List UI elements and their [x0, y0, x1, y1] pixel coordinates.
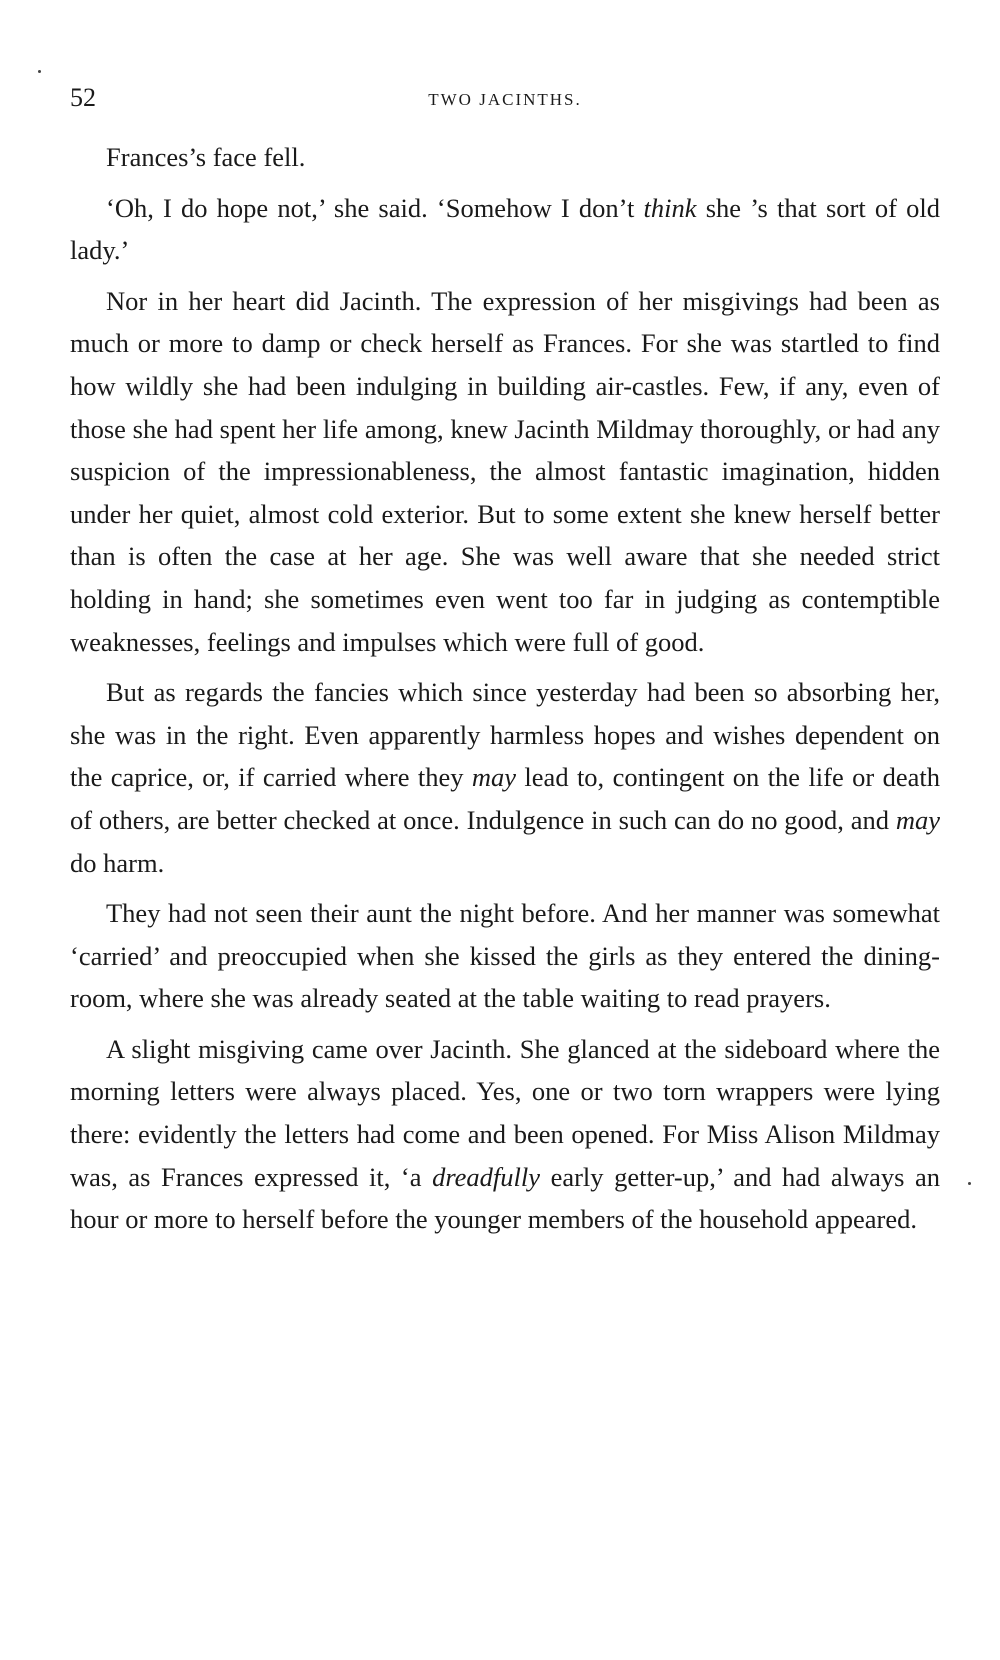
text-run: lead to, contingent on the life or death of others, are better checked at once. Indulgence in such can do no good, and — [70, 762, 940, 835]
italic-text-run: may — [471, 762, 517, 793]
paragraph-2 — [70, 187, 940, 272]
text-run: Frances’s face fell. — [106, 142, 306, 172]
text-run: A slight misgiving came over Jacinth. She glanced at the sideboard where the morning letters were always placed. Yes, one or two torn wrappers were lying there: evidently the letters had come and been opened. For Miss Alison Mildmay was, as Frances expressed it, ‘a — [70, 1033, 940, 1192]
text-run: she ’s that sort of old lady.’ — [70, 192, 940, 266]
italic-text-run: may — [895, 804, 940, 835]
page-number: 52 — [70, 83, 96, 112]
paragraph-5 — [70, 892, 940, 1020]
paragraph-1 — [70, 136, 940, 179]
paragraph-3 — [70, 280, 940, 663]
paragraph-4 — [70, 671, 940, 884]
text-run: They had not seen their aunt the night before. And her manner was somewhat ‘carried’ and preoccupied when she kissed the girls as they entered the dining-room, where she was already seated at the table waiting to read prayers. — [70, 898, 940, 1014]
text-run: early getter-up,’ and had always an hour or more to herself before the younger members of the household appeared. — [70, 1161, 941, 1235]
paragraph-6 — [70, 1028, 940, 1241]
italic-text-run: dreadfully — [432, 1161, 541, 1192]
text-run: ‘Oh, I do hope not,’ she said. ‘Somehow I don’t — [106, 192, 644, 223]
body-text — [70, 136, 940, 1241]
text-run: Nor in her heart did Jacinth. The expression of her misgivings had been as much or more to damp or check herself as Frances. For she was startled to find how wildly she had been indulging in building air-castles. Few, if any, even of those she had spent her life among, knew Jacinth Mildmay thoroughly, or had any suspicion of the impressionableness, the almost fantastic imagination, hidden under her quiet, almost cold exterior. But to some extent she knew herself better than is often the case at her age. She was well aware that she needed strict holding in hand; she sometimes even went too far in judging as contemptible weaknesses, feelings and impulses which were full of good. — [70, 285, 940, 657]
running-head — [70, 80, 940, 116]
scan-speck — [968, 1182, 971, 1185]
running-title: TWO JACINTHS. — [428, 90, 582, 109]
scan-speck — [38, 70, 41, 73]
text-run: But as regards the fancies which since yesterday had been so absorbing her, she was in the right. Even apparently harmless hopes and wishes dependent on the caprice, or, if carried where they — [70, 677, 940, 793]
italic-text-run: think — [643, 192, 697, 223]
text-run: do harm. — [70, 847, 165, 878]
